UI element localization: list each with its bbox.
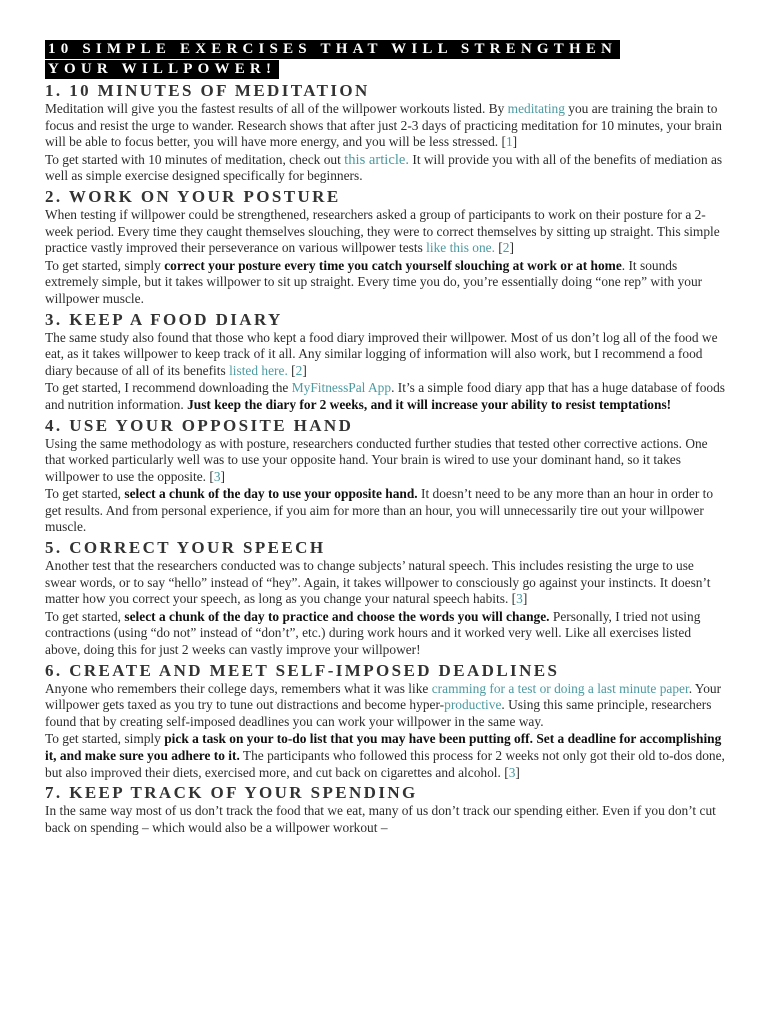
paragraph: To get started, simply correct your posture every time you catch yourself slouching at work or at home. It sounds extremely simple, but it takes willpower to sit up straight. Every time you do, you’re essentially doing “one rep” with your willpower muscle. — [45, 257, 703, 306]
reference-link[interactable]: 3 — [516, 591, 523, 607]
reference-link[interactable]: 1 — [505, 134, 513, 150]
reference-link[interactable]: 2 — [502, 240, 510, 256]
reference-link[interactable]: 3 — [213, 468, 221, 484]
link-meditating[interactable]: meditating — [507, 101, 565, 116]
paragraph: The same study also found that those who kept a food diary improved their willpower. Most of us don’t log all of the food we eat, as it takes willpower to keep track of it all. Any similar logging of information will also work, but I recommend a food diary because of all of its benefits listed here. [2] — [45, 329, 718, 378]
section-heading-spending: 7. KEEP TRACK OF YOUR SPENDING — [45, 783, 418, 803]
paragraph: When testing if willpower could be strengthened, researchers asked a group of participants to work on their posture for a 2-week period. Every time they caught themselves slouching, they were to correct themselves by sitting up straight. This simple practice vastly improved their perseverance on various willpower tests like this one. [2] — [45, 206, 720, 256]
link-cramming-for-a-test[interactable]: cramming for a test or doing a last minute paper — [431, 680, 689, 696]
section-heading-speech: 5. CORRECT YOUR SPEECH — [45, 538, 326, 558]
document-page — [45, 40, 725, 836]
bold-text: select a chunk of the day to practice and choose the words you will change. — [124, 608, 550, 624]
paragraph: Anyone who remembers their college days, remembers what it was like cramming for a test or doing a last minute paper. Your willpower gets taxed as you try to tune out distractions and become hyper-productive. Using this same principle, researchers found that by creating self-imposed deadlines you can work your willpower in the same way. — [45, 680, 722, 729]
paragraph: Using the same methodology as with posture, researchers conducted further studies that tested other corrective actions. One that worked particularly well was to use your opposite hand. Your brain is wired to use your dominant hand, so it takes willpower to use the opposite. [3] — [45, 435, 708, 484]
paragraph: To get started with 10 minutes of meditation, check out this article. It will provide you with all of the benefits of mediation as well as simple exercise designed specifically for beginners. — [45, 151, 723, 184]
paragraph: To get started, select a chunk of the day to practice and choose the words you will change. Personally, I tried not using contractions (using “do not” instead of “don’t”, etc.) during work hours and it worked very well. Like all exercises listed above, doing this for just 2 weeks can vastly improve your willpower! — [45, 608, 701, 658]
title-line-1: 10 SIMPLE EXERCISES THAT WILL STRENGTHEN — [45, 40, 620, 59]
link-productive[interactable]: productive — [444, 697, 502, 713]
paragraph: To get started, I recommend downloading the MyFitnessPal App. It’s a simple food diary app that has a huge database of foods and nutrition information. Just keep the diary for 2 weeks, and it will increase your ability to resist temptations! — [45, 380, 726, 412]
paragraph: To get started, simply pick a task on your to-do list that you may have been putting off. Set a deadline for accomplishing it, and make sure you adhere to it. The participants who followed this process for 2 weeks not only got their old to-dos done, but also improved their diets, exercised more, and cut back on cigarettes and alcohol. [3] — [45, 731, 725, 780]
link-like-this-one[interactable]: like this one. — [426, 240, 495, 256]
section-heading-posture: 2. WORK ON YOUR POSTURE — [45, 186, 341, 206]
bold-text: correct your posture every time you catch yourself slouching at work or at home — [164, 257, 622, 273]
link-listed-here[interactable]: listed here. — [229, 362, 288, 378]
bold-text: select a chunk of the day to use your opposite hand. — [124, 486, 418, 502]
paragraph: To get started, select a chunk of the day to use your opposite hand. It doesn’t need to be any more than an hour in order to get results. And from personal experience, if you aim for more than an hour, you will unnecessarily tire out your willpower muscle. — [45, 486, 714, 535]
section-heading-opposite-hand: 4. USE YOUR OPPOSITE HAND — [45, 415, 354, 435]
paragraph: In the same way most of us don’t track the food that we eat, many of us don’t track our spending either. Even if you don’t cut back on spending – which would also be a willpower workout – — [45, 803, 716, 835]
title-line-2: YOUR WILLPOWER! — [45, 60, 279, 79]
paragraph: Another test that the researchers conducted was to change subjects’ natural speech. This includes resisting the urge to use swear words, or to say “hello” instead of “hey”. Again, it takes willpower to consciously go against your instincts. It doesn’t matter how you correct your speech, as long as you change your natural speech habits. [3] — [45, 558, 711, 607]
bold-text: Just keep the diary for 2 weeks, and it will increase your ability to resist temptations! — [187, 396, 672, 412]
link-myfitnesspal-app[interactable]: MyFitnessPal App — [291, 380, 392, 396]
section-heading-meditation: 1. 10 MINUTES OF MEDITATION — [45, 81, 370, 100]
section-heading-food-diary: 3. KEEP A FOOD DIARY — [45, 309, 283, 329]
section-heading-deadlines: 6. CREATE AND MEET SELF-IMPOSED DEADLINES — [45, 660, 560, 680]
paragraph: Meditation will give you the fastest results of all of the willpower workouts listed. By meditating you are training the brain to focus and resist the urge to wander. Research shows that after just 2-3 days of practicing meditation for 10 minutes, your brain will be able to focus better, you will have more energy, and you will be less stressed. [1] — [45, 101, 722, 150]
reference-link[interactable]: 2 — [295, 362, 303, 378]
link-this-article[interactable]: this article. — [344, 151, 410, 168]
bold-text: pick a task on your to-do list that you may have been putting off. Set a deadline for accomplishing it, and make sure you adhere to it. — [45, 731, 722, 763]
document-title — [45, 40, 725, 79]
reference-link[interactable]: 3 — [508, 764, 516, 780]
